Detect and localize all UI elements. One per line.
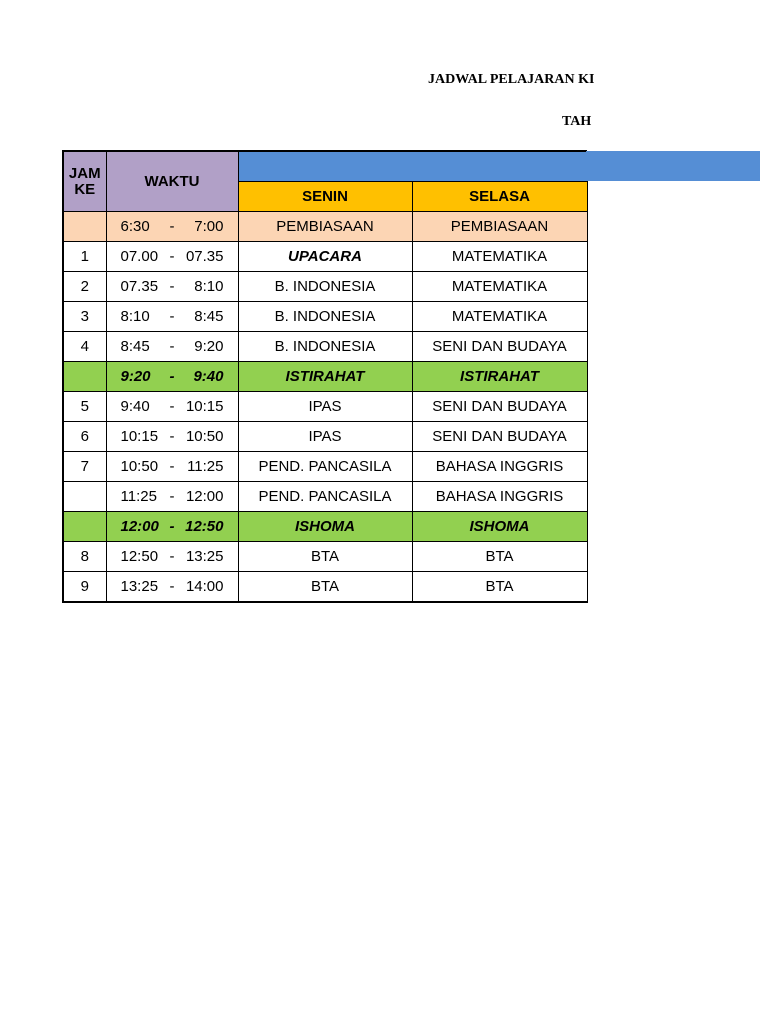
time-start: 6:30 (120, 218, 150, 235)
cell-waktu (106, 362, 238, 392)
header-day-band-extension (586, 151, 760, 181)
time-separator: - (169, 488, 175, 505)
cell-senin: BTA (238, 542, 412, 572)
cell-jam-ke (63, 212, 106, 242)
schedule-table (62, 150, 588, 603)
cell-selasa: ISHOMA (412, 512, 587, 542)
schedule-row (63, 212, 587, 242)
cell-waktu (106, 512, 238, 542)
time-start: 10:50 (120, 458, 159, 475)
time-end: 13:25 (185, 548, 224, 565)
time-separator: - (169, 518, 175, 535)
cell-senin: B. INDONESIA (238, 272, 412, 302)
cell-jam-ke (63, 512, 106, 542)
time-start: 10:15 (120, 428, 159, 445)
cell-jam-ke: 5 (63, 392, 106, 422)
cell-jam-ke (63, 482, 106, 512)
time-start: 07.35 (120, 278, 159, 295)
time-end: 10:50 (185, 428, 224, 445)
cell-waktu (106, 482, 238, 512)
time-separator: - (169, 248, 175, 265)
time-end: 9:20 (194, 338, 224, 355)
schedule-row (63, 482, 587, 512)
cell-waktu (106, 212, 238, 242)
time-separator: - (169, 398, 175, 415)
cell-senin: B. INDONESIA (238, 332, 412, 362)
schedule-row (63, 572, 587, 603)
cell-jam-ke: 7 (63, 452, 106, 482)
cell-selasa: BTA (412, 542, 587, 572)
time-start: 12:50 (120, 548, 159, 565)
time-separator: - (169, 278, 175, 295)
header-day-band (238, 151, 587, 182)
schedule-row (63, 392, 587, 422)
time-start: 9:20 (120, 368, 151, 385)
time-separator: - (169, 338, 175, 355)
cell-senin: UPACARA (238, 242, 412, 272)
cell-senin: ISHOMA (238, 512, 412, 542)
schedule-row (63, 272, 587, 302)
cell-selasa: SENI DAN BUDAYA (412, 422, 587, 452)
time-separator: - (169, 548, 175, 565)
cell-selasa: SENI DAN BUDAYA (412, 332, 587, 362)
cell-jam-ke: 2 (63, 272, 106, 302)
header-jam-ke: JAM KE (63, 151, 106, 212)
time-end: 12:00 (185, 488, 224, 505)
time-start: 13:25 (120, 578, 159, 595)
time-end: 12:50 (185, 518, 224, 535)
cell-jam-ke: 9 (63, 572, 106, 603)
schedule-row (63, 302, 587, 332)
cell-selasa: ISTIRAHAT (412, 362, 587, 392)
time-start: 8:45 (120, 338, 150, 355)
time-end: 7:00 (194, 218, 224, 235)
time-end: 07.35 (185, 248, 224, 265)
header-day-selasa: SELASA (412, 182, 587, 212)
cell-senin: ISTIRAHAT (238, 362, 412, 392)
time-end: 11:25 (187, 458, 224, 475)
cell-waktu (106, 332, 238, 362)
cell-jam-ke: 3 (63, 302, 106, 332)
time-separator: - (169, 428, 175, 445)
header-day-senin: SENIN (238, 182, 412, 212)
cell-selasa: BTA (412, 572, 587, 603)
cell-waktu (106, 392, 238, 422)
time-start: 11:25 (120, 488, 157, 505)
time-separator: - (169, 308, 175, 325)
cell-selasa: BAHASA INGGRIS (412, 452, 587, 482)
time-start: 8:10 (120, 308, 150, 325)
cell-senin: PEMBIASAAN (238, 212, 412, 242)
cell-jam-ke: 6 (63, 422, 106, 452)
schedule-row (63, 332, 587, 362)
cell-waktu (106, 422, 238, 452)
time-end: 14:00 (185, 578, 224, 595)
cell-waktu (106, 272, 238, 302)
time-end: 10:15 (185, 398, 224, 415)
schedule-row (63, 242, 587, 272)
cell-jam-ke: 8 (63, 542, 106, 572)
time-end: 8:10 (194, 278, 224, 295)
cell-senin: IPAS (238, 392, 412, 422)
cell-selasa: MATEMATIKA (412, 242, 587, 272)
schedule-row (63, 362, 587, 392)
time-start: 07.00 (120, 248, 159, 265)
cell-senin: BTA (238, 572, 412, 603)
schedule-title: JADWAL PELAJARAN KI (428, 72, 595, 87)
cell-senin: PEND. PANCASILA (238, 482, 412, 512)
cell-selasa: SENI DAN BUDAYA (412, 392, 587, 422)
cell-senin: IPAS (238, 422, 412, 452)
time-end: 8:45 (194, 308, 224, 325)
cell-senin: PEND. PANCASILA (238, 452, 412, 482)
schedule-row (63, 542, 587, 572)
schedule-subtitle: TAH (562, 114, 592, 129)
schedule-row (63, 422, 587, 452)
cell-selasa: BAHASA INGGRIS (412, 482, 587, 512)
time-separator: - (169, 458, 175, 475)
cell-waktu (106, 302, 238, 332)
cell-jam-ke: 1 (63, 242, 106, 272)
schedule-row (63, 512, 587, 542)
cell-jam-ke: 4 (63, 332, 106, 362)
cell-selasa: PEMBIASAAN (412, 212, 587, 242)
time-separator: - (169, 218, 175, 235)
cell-selasa: MATEMATIKA (412, 272, 587, 302)
cell-jam-ke (63, 362, 106, 392)
time-start: 12:00 (120, 518, 159, 535)
header-waktu: WAKTU (106, 151, 238, 212)
cell-selasa: MATEMATIKA (412, 302, 587, 332)
time-start: 9:40 (120, 398, 150, 415)
cell-waktu (106, 572, 238, 603)
time-separator: - (169, 578, 175, 595)
cell-waktu (106, 452, 238, 482)
time-separator: - (169, 368, 175, 385)
cell-waktu (106, 542, 238, 572)
schedule-row (63, 452, 587, 482)
time-end: 9:40 (193, 368, 224, 385)
cell-waktu (106, 242, 238, 272)
cell-senin: B. INDONESIA (238, 302, 412, 332)
